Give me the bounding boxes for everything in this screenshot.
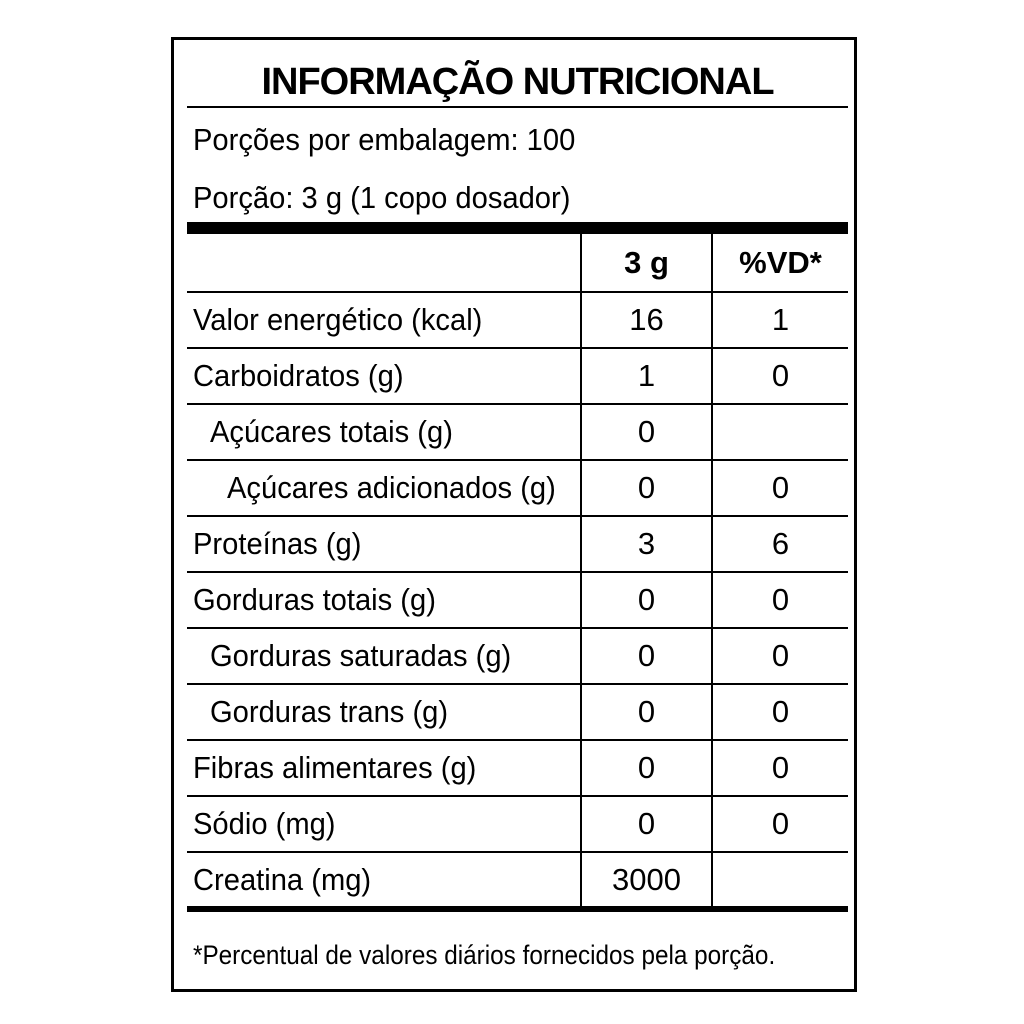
nutrient-amount: 0 — [582, 573, 713, 627]
nutrient-name: Proteínas (g) — [187, 517, 582, 571]
nutrient-amount: 3 — [582, 517, 713, 571]
daily-value-footnote: *Percentual de valores diários fornecidos pela porção. — [193, 940, 776, 970]
nutrient-name: Gorduras saturadas (g) — [187, 629, 582, 683]
table-row — [187, 629, 848, 685]
table-row — [187, 461, 848, 517]
nutrient-amount: 0 — [582, 741, 713, 795]
nutrient-dv: 0 — [771, 806, 790, 841]
nutrient-amount: 0 — [582, 629, 713, 683]
nutrient-dv: 0 — [771, 638, 790, 673]
nutrient-dv: 0 — [771, 750, 790, 785]
servings-per-package: Porções por embalagem: 100 — [193, 122, 576, 157]
table-row — [187, 517, 848, 573]
table-row — [187, 741, 848, 797]
nutrient-dv: 0 — [771, 694, 790, 729]
table-header-row — [187, 234, 848, 293]
table-row — [187, 685, 848, 741]
thick-divider — [187, 222, 848, 234]
nutrient-dv: 0 — [771, 470, 790, 505]
nutrient-name: Gorduras totais (g) — [187, 573, 582, 627]
nutrient-name: Fibras alimentares (g) — [187, 741, 582, 795]
nutrient-name: Açúcares adicionados (g) — [187, 461, 582, 515]
nutrient-dv — [713, 405, 848, 459]
title-divider — [187, 106, 848, 108]
nutrient-amount: 1 — [582, 349, 713, 403]
label-title: INFORMAÇÃO NUTRICIONAL — [261, 61, 774, 103]
header-nutrient-cell — [187, 234, 582, 291]
nutrient-amount: 0 — [582, 405, 713, 459]
nutrient-name: Sódio (mg) — [187, 797, 582, 851]
header-dv-cell: %VD* — [739, 244, 822, 280]
nutrient-name: Valor energético (kcal) — [187, 293, 582, 347]
table-row — [187, 349, 848, 405]
nutrient-dv: 0 — [771, 358, 790, 393]
nutrition-table — [187, 234, 848, 912]
serving-size: Porção: 3 g (1 copo dosador) — [193, 180, 571, 215]
table-row — [187, 797, 848, 853]
table-row — [187, 853, 848, 912]
table-row — [187, 293, 848, 349]
nutrient-name: Gorduras trans (g) — [187, 685, 582, 739]
table-row — [187, 573, 848, 629]
table-row — [187, 405, 848, 461]
nutrient-dv: 0 — [771, 582, 790, 617]
label-content — [187, 40, 848, 989]
nutrient-amount: 16 — [582, 293, 713, 347]
nutrient-amount: 3000 — [582, 853, 713, 906]
nutrient-name: Açúcares totais (g) — [187, 405, 582, 459]
nutrient-dv — [713, 853, 848, 906]
nutrient-amount: 0 — [582, 461, 713, 515]
nutrient-amount: 0 — [582, 685, 713, 739]
nutrient-name: Carboidratos (g) — [187, 349, 582, 403]
nutrient-name: Creatina (mg) — [187, 853, 582, 906]
nutrient-dv: 6 — [771, 526, 790, 561]
nutrition-facts-label — [171, 37, 857, 992]
header-amount-cell: 3 g — [582, 234, 713, 291]
nutrient-amount: 0 — [582, 797, 713, 851]
nutrient-dv: 1 — [771, 302, 790, 337]
